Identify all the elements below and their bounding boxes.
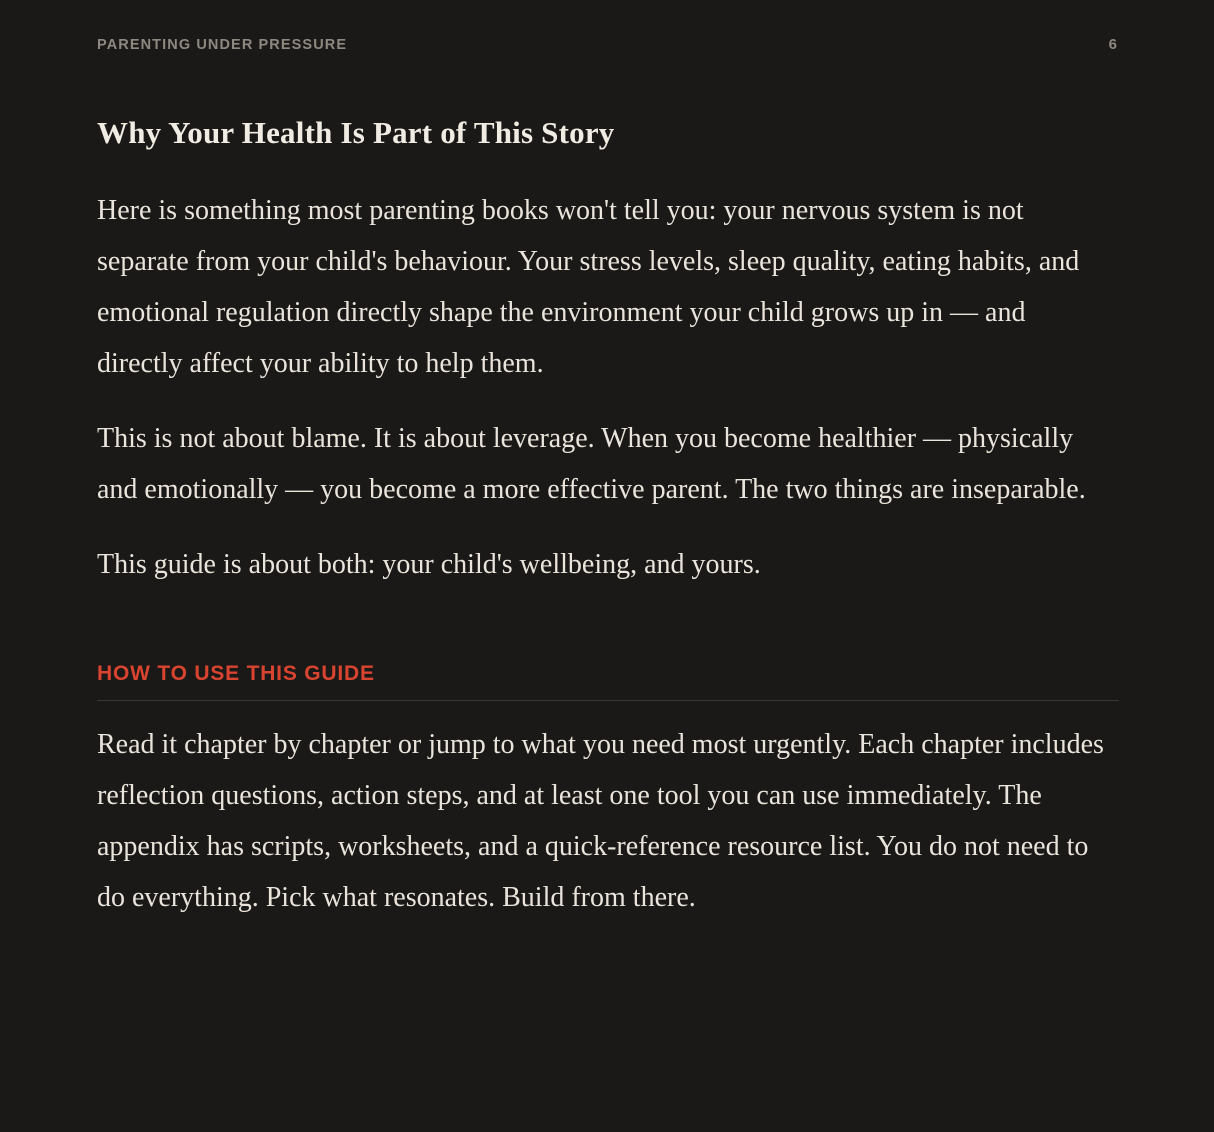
body-paragraph: Read it chapter by chapter or jump to what you need most urgently. Each chapter includes reflection questions, action steps, and at least one tool you can use immediately. The appendix has scripts, worksheets, and a quick-reference resource list. You do not need to do everything. Pick what resonates. Build from there. — [97, 729, 1104, 913]
section-heading: Why Your Health Is Part of This Story — [97, 115, 615, 150]
page-content — [97, 115, 1117, 923]
section-divider — [97, 700, 1119, 701]
body-paragraph: Here is something most parenting books won't tell you: your nervous system is not separate from your child's behaviour. Your stress levels, sleep quality, eating habits, and emotional regulation directly shape the environment your child grows up in — and directly affect your ability to help them. — [97, 195, 1080, 379]
subsection-heading: HOW TO USE THIS GUIDE — [97, 662, 375, 685]
running-title: PARENTING UNDER PRESSURE — [97, 36, 348, 53]
body-paragraph: This guide is about both: your child's wellbeing, and yours. — [97, 549, 761, 580]
page-number: 6 — [1108, 36, 1117, 53]
running-header — [97, 36, 1117, 53]
subsection — [97, 662, 1117, 923]
body-paragraph: This is not about blame. It is about leverage. When you become healthier — physically and emotionally — you become a more effective parent. The two things are inseparable. — [97, 423, 1086, 505]
